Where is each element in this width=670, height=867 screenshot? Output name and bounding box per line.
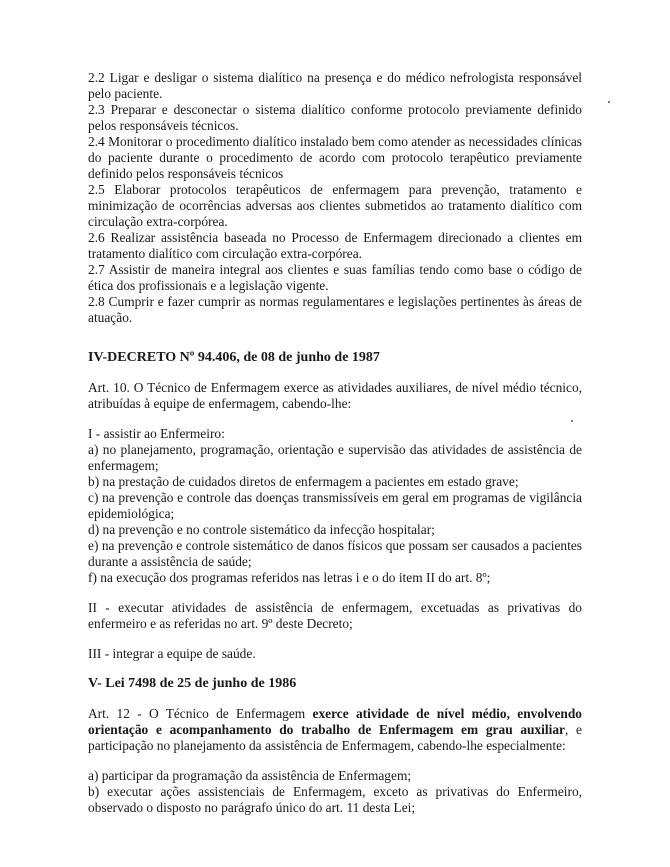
art-12-sub-item-b: b) executar ações assistenciais de Enfermagem, exceto as privativas do Enfermeiro, observado o disposto no parágrafo único do art. 11 desta Lei; [88, 784, 582, 815]
sub-item-e: e) na prevenção e controle sistemático de danos físicos que possam ser causados a pacientes durante a assistência de saúde; [88, 538, 582, 569]
sub-item-b: b) na prestação de cuidados diretos de enfermagem a pacientes em estado grave; [88, 474, 519, 489]
section-5-heading: V- Lei 7498 de 25 de junho de 1986 [88, 676, 297, 691]
sub-item-d: d) na prevenção e no controle sistemático da infecção hospitalar; [88, 522, 435, 537]
sub-item-a: a) no planejamento, programação, orientação e supervisão das atividades de assistência de enfermagem; [88, 442, 582, 473]
sub-item-c: c) na prevenção e controle das doenças transmissíveis em geral em programas de vigilância epidemiológica; [88, 490, 582, 521]
art-12-end: , e participação no planejamento da assistência de Enfermagem, cabendo-lhe especialmente: [88, 722, 582, 753]
item-2-6: 2.6 Realizar assistência baseada no Processo de Enfermagem direcionado a clientes em tratamento dialítico com circulação extra-corpórea. [88, 230, 582, 261]
item-2-7: 2.7 Assistir de maneira integral aos clientes e suas famílias tendo como base o código de ética dos profissionais e a legislação vigente. [88, 262, 582, 293]
item-2-8: 2.8 Cumprir e fazer cumprir as normas regulamentares e legislações pertinentes às áreas de atuação. [88, 294, 582, 325]
section-4-heading: IV-DECRETO Nº 94.406, de 08 de junho de 1987 [88, 350, 380, 365]
art-12-start: Art. 12 - O Técnico de Enfermagem [88, 706, 313, 721]
sub-item-f: f) na execução dos programas referidos nas letras i e o do item II do art. 8º; [88, 570, 491, 585]
item-2-5: 2.5 Elaborar protocolos terapêuticos de enfermagem para prevenção, tratamento e minimização de ocorrências adversas aos clientes submetidos ao tratamento dialítico com circulação extra-corpórea. [88, 182, 582, 229]
item-i: I - assistir ao Enfermeiro: [88, 426, 225, 441]
scan-speck [571, 420, 573, 422]
section-2-list [88, 70, 582, 326]
scan-speck [608, 101, 610, 103]
item-2-3: 2.3 Preparar e desconectar o sistema dialítico conforme protocolo previamente definido pelos responsáveis técnicos. [88, 102, 582, 133]
art-12-sub-item-a: a) participar da programação da assistência de Enfermagem; [88, 768, 412, 783]
item-2-4: 2.4 Monitorar o procedimento dialítico instalado bem como atender as necessidades clínicas do paciente durante o procedimento de acordo com protocolo terapêutico previamente definido pelos responsáveis técnicos [88, 134, 582, 181]
art-12-emphasis: exerce atividade de nível médio, envolvendo orientação e acompanhamento do trabalho de Enfermagem em grau auxiliar [88, 706, 582, 737]
art-12-paragraph [88, 706, 582, 754]
item-iii: III - integrar a equipe de saúde. [88, 646, 256, 661]
item-2-2: 2.2 Ligar e desligar o sistema dialítico na presença e do médico nefrologista responsável pelo paciente. [88, 70, 582, 101]
art-10-paragraph: Art. 10. O Técnico de Enfermagem exerce as atividades auxiliares, de nível médio técnico, atribuídas à equipe de enfermagem, cabendo-lhe: [88, 380, 582, 411]
item-ii: II - executar atividades de assistência de enfermagem, excetuadas as privativas do enfermeiro e as referidas no art. 9º deste Decreto; [88, 600, 582, 631]
